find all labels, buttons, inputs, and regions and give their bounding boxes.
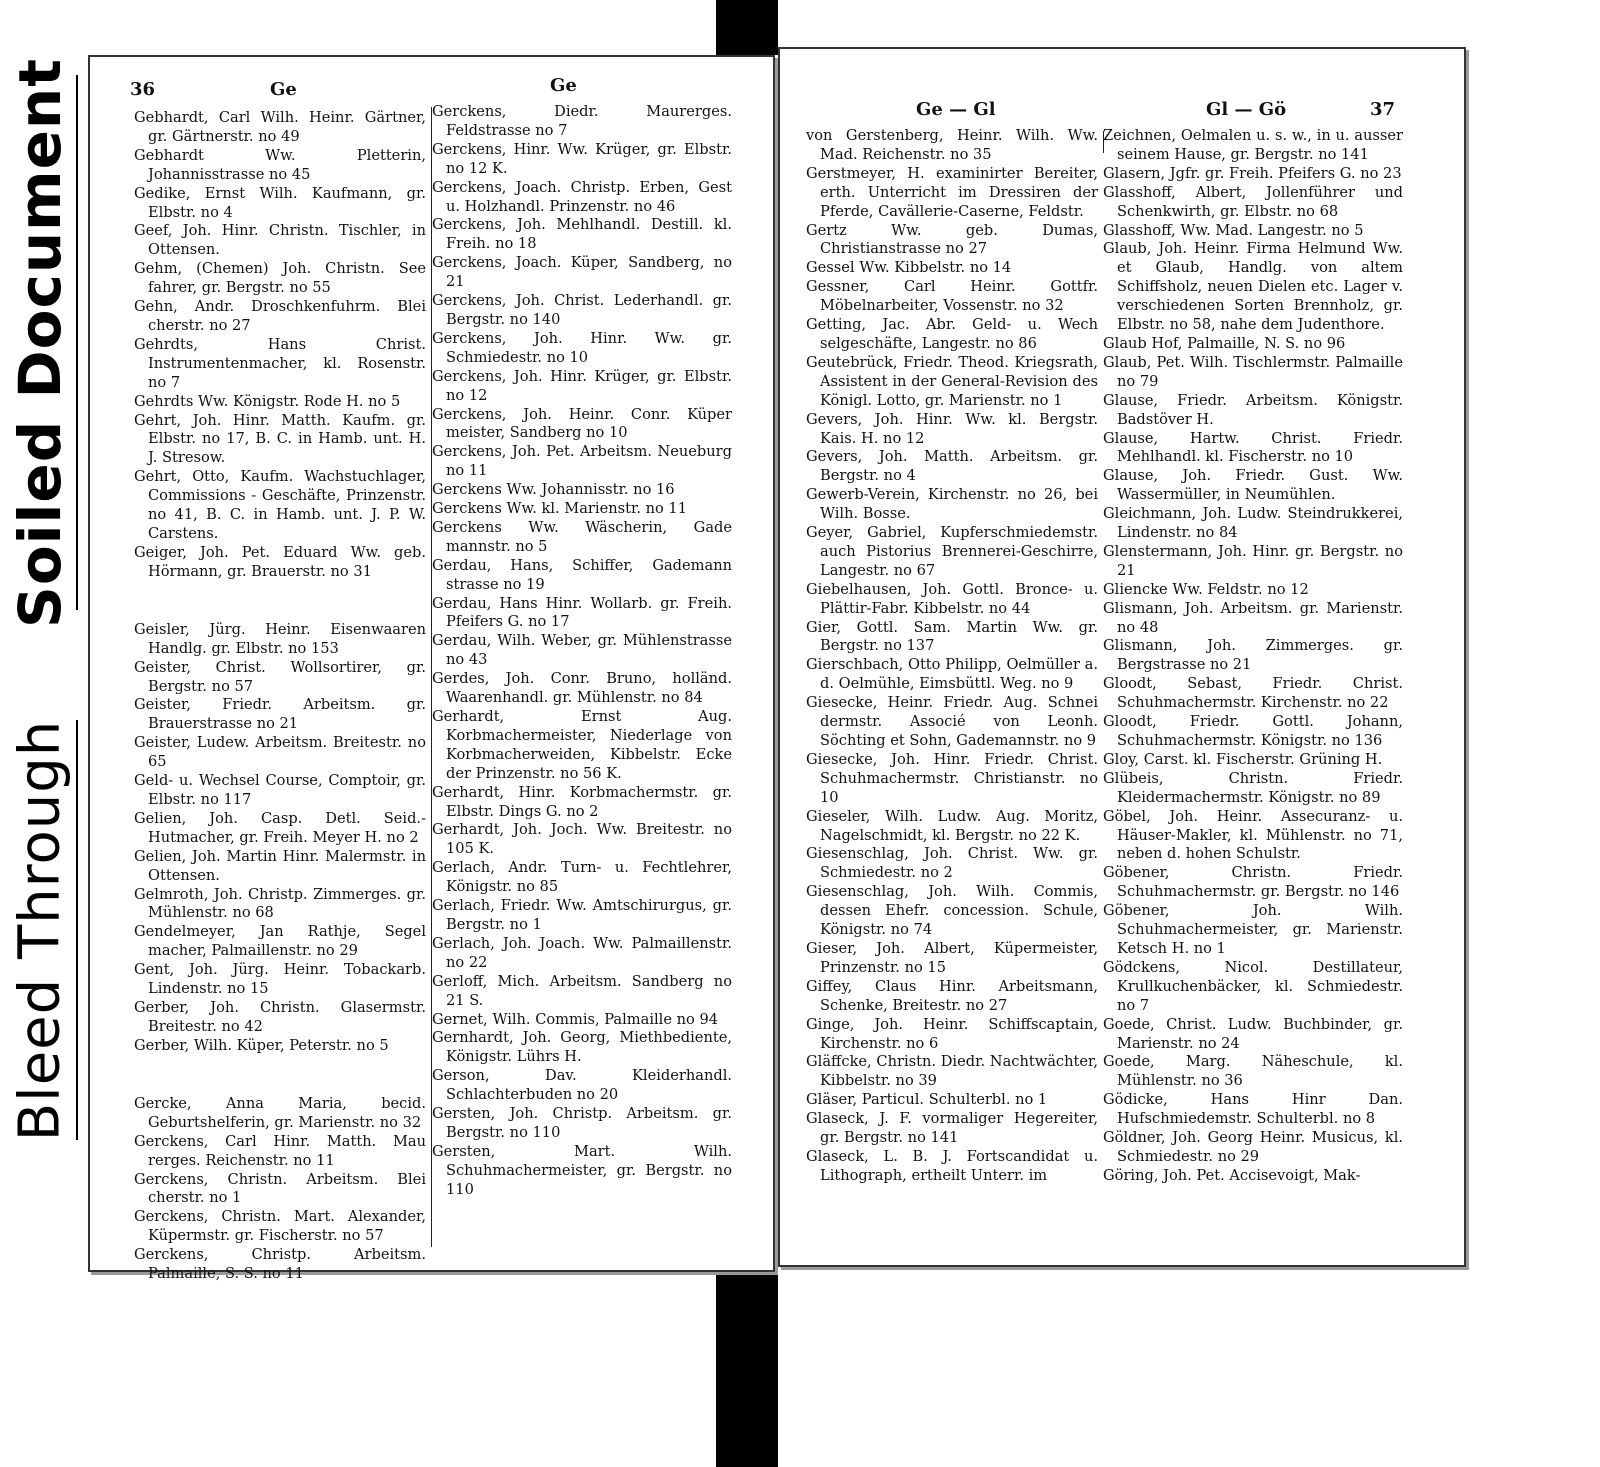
directory-entry: Gehrdts Ww. Königstr. Rode H. no 5 [134,392,401,410]
directory-entry: Gerckens Ww. Wäscherin, Gade mannstr. no 5 [432,518,732,555]
directory-entry: Geutebrück, Friedr. Theod. Kriegsrath, Assistent in der General-Revision des Königl. Lotto, gr. Marienstr. no 1 [806,353,1098,409]
directory-entry: Gliencke Ww. Feldstr. no 12 [1103,580,1309,598]
directory-entry: Glaub Hof, Palmaille, N. S. no 96 [1103,334,1346,352]
directory-entry: Getting, Jac. Abr. Geld- u. Wech selgeschäfte, Langestr. no 86 [806,316,1098,352]
directory-entry: Gleichmann, Joh. Ludw. Steindrukkerei, Lindenstr. no 84 [1103,505,1403,542]
directory-entry: Glause, Hartw. Christ. Friedr. Mehlhandl. kl. Fischerstr. no 10 [1103,429,1403,466]
directory-entry: Gerckens, Joh. Mehlhandl. Destill. kl. Freih. no 18 [432,216,732,253]
soiled-document-label [4,57,78,628]
bleed-through-text: Bleed Through [7,719,73,1141]
directory-entry: Gent, Joh. Jürg. Heinr. Tobackarb. Lindenstr. no 15 [134,961,426,998]
left-running-head: Ge [270,79,297,100]
directory-entry: Gerlach, Joh. Joach. Ww. Palmaillenstr. no 22 [432,934,732,971]
directory-entry: Gehrdts, Hans Christ. Instrumentenmacher, kl. Rosenstr. no 7 [134,335,426,391]
directory-entry: Gerckens, Joh. Pet. Arbeitsm. Neueburg no 11 [432,443,732,480]
directory-entry: Gläser, Particul. Schulterbl. no 1 [806,1091,1048,1109]
directory-entry: Gernhardt, Joh. Georg, Miethbediente, Königstr. Lührs H. [432,1029,732,1066]
directory-entry: Giesecke, Joh. Hinr. Friedr. Christ. Schuhmachermstr. Christianstr. no 10 [806,750,1098,806]
directory-entry: Geyer, Gabriel, Kupferschmiedemstr. auch Pistorius Brennerei-Geschirre, Langestr. no 67 [806,524,1098,579]
directory-entry: Gerckens Ww. kl. Marienstr. no 11 [432,500,687,518]
left-column-1 [134,109,426,1284]
directory-entry: Goede, Christ. Ludw. Buchbinder, gr. Marienstr. no 24 [1103,1015,1403,1052]
directory-entry: Glaub, Joh. Heinr. Firma Helmund Ww. et Glaub, Handlg. von altem Schiffsholz, neuen Dielen etc. Lager v. verschiedenen Sorten Brennholz, gr. Elbstr. no 58, nahe dem Judenthore. [1103,240,1403,334]
directory-entry: Gersten, Mart. Wilh. Schuhmachermeister, gr. Bergstr. no 110 [432,1142,732,1198]
directory-entry: Gerhardt, Ernst Aug. Korbmachermeister, Niederlage von Korbmacherweiden, Kibbelstr. Ecke der Prinzenstr. no 56 K. [432,708,732,782]
directory-entry: Gerstmeyer, H. examinirter Bereiter, erth. Unterricht im Dressiren der Pferde, Cavällerie-Caserne, Feldstr. [806,164,1098,220]
directory-entry: Gendelmeyer, Jan Rathje, Segel macher, Palmaillenstr. no 29 [134,923,426,960]
directory-entry: Geisler, Jürg. Heinr. Eisenwaaren Handlg. gr. Elbstr. no 153 [134,620,426,657]
directory-entry: Gevers, Joh. Matth. Arbeitsm. gr. Bergstr. no 4 [806,448,1098,485]
soiled-document-text: Soiled Document [6,57,75,628]
right-page [778,47,1466,1267]
directory-entry: Giesecke, Heinr. Friedr. Aug. Schnei dermstr. Associé von Leonh. Söchting et Sohn, Gademannstr. no 9 [806,694,1098,749]
directory-entry: Gehm, (Chemen) Joh. Christn. See fahrer, gr. Bergstr. no 55 [134,260,426,297]
directory-entry: Giesenschlag, Joh. Wilh. Commis, dessen Ehefr. concession. Schule, Königstr. no 74 [806,883,1098,939]
directory-entry: Gerckens, Christn. Mart. Alexander, Küpermstr. gr. Fischerstr. no 57 [134,1208,426,1245]
directory-entry: Gerdau, Hans Hinr. Wollarb. gr. Freih. Pfeifers G. no 17 [432,594,732,631]
directory-entry: Gerdau, Wilh. Weber, gr. Mühlenstrasse no 43 [432,632,732,669]
directory-entry: Gerckens Ww. Johannisstr. no 16 [432,481,675,499]
directory-entry: Goede, Marg. Näheschule, kl. Mühlenstr. no 36 [1103,1053,1403,1090]
directory-entry: Gebhardt Ww. Pletterin, Johannisstrasse no 45 [134,146,426,183]
directory-entry: Gerber, Wilh. Küper, Peterstr. no 5 [134,1036,389,1054]
directory-entry: Giesenschlag, Joh. Christ. Ww. gr. Schmiedestr. no 2 [806,845,1098,882]
entry-gap [134,1070,426,1080]
directory-entry: Glübeis, Christn. Friedr. Kleidermachermstr. Königstr. no 89 [1103,769,1403,806]
left-center-head: Ge [550,75,577,96]
directory-entry: Glause, Friedr. Arbeitsm. Königstr. Badstöver H. [1103,391,1403,428]
directory-entry: Giebelhausen, Joh. Gottl. Bronce- u. Plättir-Fabr. Kibbelstr. no 44 [806,580,1098,617]
binding-strip-top [716,0,778,55]
directory-entry: Gerdes, Joh. Conr. Bruno, holländ. Waarenhandl. gr. Mühlenstr. no 84 [432,670,732,707]
directory-entry: Gehn, Andr. Droschkenfuhrm. Blei cherstr. no 27 [134,298,426,334]
directory-entry: Gerckens, Christn. Arbeitsm. Blei cherstr. no 1 [134,1170,426,1207]
directory-entry: Gelmroth, Joh. Christp. Zimmerges. gr. Mühlenstr. no 68 [134,885,426,922]
directory-entry: Glaseck, L. B. J. Fortscandidat u. Lithograph, ertheilt Unterr. im [806,1147,1098,1184]
directory-entry: Gerckens, Joh. Christ. Lederhandl. gr. Bergstr. no 140 [432,292,732,328]
directory-entry: Gessner, Carl Heinr. Gottfr. Möbelnarbeiter, Vossenstr. no 32 [806,278,1098,315]
directory-entry: Gödckens, Nicol. Destillateur, Krullkuchenbäcker, kl. Schmiedestr. no 7 [1103,958,1403,1014]
directory-entry: Geef, Joh. Hinr. Christn. Tischler, in Ottensen. [134,222,426,259]
directory-entry: Glasshoff, Ww. Mad. Langestr. no 5 [1103,221,1364,239]
directory-entry: Zeichnen, Oelmalen u. s. w., in u. ausser seinem Hause, gr. Bergstr. no 141 [1103,127,1403,163]
directory-entry: Gieser, Joh. Albert, Küpermeister, Prinzenstr. no 15 [806,939,1098,976]
directory-entry: Gerhardt, Hinr. Korbmachermstr. gr. Elbstr. Dings G. no 2 [432,783,732,820]
directory-entry: Gerckens, Christp. Arbeitsm. Palmaille, S. S. no 11 [134,1246,426,1283]
directory-entry: Glenstermann, Joh. Hinr. gr. Bergstr. no 21 [1103,542,1403,579]
directory-entry: Gebhardt, Carl Wilh. Heinr. Gärtner, gr. Gärtnerstr. no 49 [134,109,426,145]
directory-entry: Glasern, Jgfr. gr. Freih. Pfeifers G. no 23 [1103,164,1402,182]
right-column-2 [1103,127,1403,1186]
directory-entry: Gerckens, Joach. Küper, Sandberg, no 21 [432,254,732,291]
directory-entry: Göbel, Joh. Heinr. Assecuranz- u. Häuser-Makler, kl. Mühlenstr. no 71, neben d. hohen Schulstr. [1103,807,1403,863]
directory-entry: Gedike, Ernst Wilh. Kaufmann, gr. Elbstr. no 4 [134,184,426,221]
directory-entry: Gerhardt, Joh. Joch. Ww. Breitestr. no 105 K. [432,821,732,858]
directory-entry: Gödicke, Hans Hinr Dan. Hufschmiedemstr. Schulterbl. no 8 [1103,1091,1403,1128]
directory-entry: Gerloff, Mich. Arbeitsm. Sandberg no 21 S. [432,972,732,1009]
directory-entry: Gehrt, Joh. Hinr. Matth. Kaufm. gr. Elbstr. no 17, B. C. in Hamb. unt. H. J. Stresow. [134,411,426,467]
directory-entry: Geister, Christ. Wollsortirer, gr. Bergstr. no 57 [134,658,426,695]
directory-entry: Glause, Joh. Friedr. Gust. Ww. Wassermüller, in Neumühlen. [1103,467,1403,504]
directory-entry: Gernet, Wilh. Commis, Palmaille no 94 [432,1010,719,1028]
right-head-left: Ge — Gl [916,99,996,120]
left-column-2 [432,103,732,1200]
directory-entry: Gieseler, Wilh. Ludw. Aug. Moritz, Nagelschmidt, kl. Bergstr. no 22 K. [806,807,1098,844]
directory-entry: von Gerstenberg, Heinr. Wilh. Ww. Mad. Reichenstr. no 35 [806,127,1098,163]
directory-entry: Gevers, Joh. Hinr. Ww. kl. Bergstr. Kais. H. no 12 [806,410,1098,447]
directory-entry: Gloodt, Sebast, Friedr. Christ. Schuhmachermstr. Kirchenstr. no 22 [1103,675,1403,712]
directory-entry: Gerckens, Hinr. Ww. Krüger, gr. Elbstr. no 12 K. [432,140,732,177]
directory-entry: Gerson, Dav. Kleiderhandl. Schlachterbuden no 20 [432,1067,732,1104]
directory-entry: Glaseck, J. F. vormaliger Hegereiter, gr. Bergstr. no 141 [806,1110,1098,1147]
right-head-right: Gl — Gö [1206,99,1287,120]
directory-entry: Gloodt, Friedr. Gottl. Johann, Schuhmachermstr. Königstr. no 136 [1103,713,1403,749]
directory-entry: Glaub, Pet. Wilh. Tischlermstr. Palmaille no 79 [1103,353,1403,390]
directory-entry: Gier, Gottl. Sam. Martin Ww. gr. Bergstr. no 137 [806,618,1098,655]
directory-entry: Geiger, Joh. Pet. Eduard Ww. geb. Hörmann, gr. Brauerstr. no 31 [134,543,426,580]
directory-entry: Gerckens, Joh. Hinr. Krüger, gr. Elbstr. no 12 [432,367,732,404]
directory-entry: Gerlach, Andr. Turn- u. Fechtlehrer, Königstr. no 85 [432,859,732,896]
directory-entry: Geld- u. Wechsel Course, Comptoir, gr. Elbstr. no 117 [134,772,426,808]
directory-entry: Gerlach, Friedr. Ww. Amtschirurgus, gr. Bergstr. no 1 [432,897,732,933]
bleed-through-label [4,720,78,1140]
directory-entry: Gertz Ww. geb. Dumas, Christianstrasse no 27 [806,221,1098,258]
directory-entry: Gehrt, Otto, Kaufm. Wachstuchlager, Commissions - Geschäfte, Prinzenstr. no 41, B. C. in Hamb. unt. J. P. W. Carstens. [134,468,426,542]
binding-strip-bottom [716,1265,778,1467]
directory-entry: Geister, Ludew. Arbeitsm. Breitestr. no 65 [134,734,426,771]
directory-entry: Glasshoff, Albert, Jollenführer und Schenkwirth, gr. Elbstr. no 68 [1103,183,1403,220]
right-column-1 [806,127,1098,1186]
directory-entry: Gerckens, Diedr. Maurerges. Feldstrasse no 7 [432,103,732,139]
directory-entry: Giffey, Claus Hinr. Arbeitsmann, Schenke, Breitestr. no 27 [806,977,1098,1014]
directory-entry: Göbener, Joh. Wilh. Schuhmachermeister, gr. Marienstr. Ketsch H. no 1 [1103,902,1403,957]
directory-entry: Gerdau, Hans, Schiffer, Gademann strasse no 19 [432,556,732,593]
directory-entry: Ginge, Joh. Heinr. Schiffscaptain, Kirchenstr. no 6 [806,1015,1098,1052]
directory-entry: Göring, Joh. Pet. Accisevoigt, Mak- [1103,1166,1361,1184]
directory-entry: Gewerb-Verein, Kirchenstr. no 26, bei Wilh. Bosse. [806,486,1098,523]
directory-entry: Göbener, Christn. Friedr. Schuhmachermstr. gr. Bergstr. no 146 [1103,864,1403,901]
directory-entry: Glismann, Joh. Arbeitsm. gr. Marienstr. no 48 [1103,599,1403,636]
entry-gap [134,596,426,606]
directory-entry: Gerckens, Carl Hinr. Matth. Mau rerges. Reichenstr. no 11 [134,1132,426,1169]
directory-entry: Gelien, Joh. Martin Hinr. Malermstr. in Ottensen. [134,847,426,884]
right-page-number: 37 [1370,99,1396,120]
left-page [88,55,775,1283]
directory-entry: Göldner, Joh. Georg Heinr. Musicus, kl. Schmiedestr. no 29 [1103,1129,1403,1165]
directory-entry: Glismann, Joh. Zimmerges. gr. Bergstrasse no 21 [1103,637,1403,674]
directory-entry: Gercke, Anna Maria, becid. Geburtshelferin, gr. Marienstr. no 32 [134,1094,426,1131]
left-page-number: 36 [130,79,156,100]
directory-entry: Gessel Ww. Kibbelstr. no 14 [806,259,1012,277]
directory-entry: Gelien, Joh. Casp. Detl. Seid.-Hutmacher, gr. Freih. Meyer H. no 2 [134,809,426,846]
directory-entry: Gierschbach, Otto Philipp, Oelmüller a. d. Oelmühle, Eimsbüttl. Weg. no 9 [806,656,1098,693]
directory-entry: Gerckens, Joach. Christp. Erben, Gest u. Holzhandl. Prinzenstr. no 46 [432,178,732,215]
directory-entry: Gloy, Carst. kl. Fischerstr. Grüning H. [1103,750,1383,768]
directory-entry: Gerber, Joh. Christn. Glasermstr. Breitestr. no 42 [134,998,426,1035]
directory-entry: Gläffcke, Christn. Diedr. Nachtwächter, Kibbelstr. no 39 [806,1053,1098,1090]
directory-entry: Gersten, Joh. Christp. Arbeitsm. gr. Bergstr. no 110 [432,1105,732,1141]
directory-entry: Geister, Friedr. Arbeitsm. gr. Brauerstrasse no 21 [134,696,426,733]
directory-entry: Gerckens, Joh. Hinr. Ww. gr. Schmiedestr. no 10 [432,329,732,366]
directory-entry: Gerckens, Joh. Heinr. Conr. Küper meister, Sandberg no 10 [432,405,732,442]
